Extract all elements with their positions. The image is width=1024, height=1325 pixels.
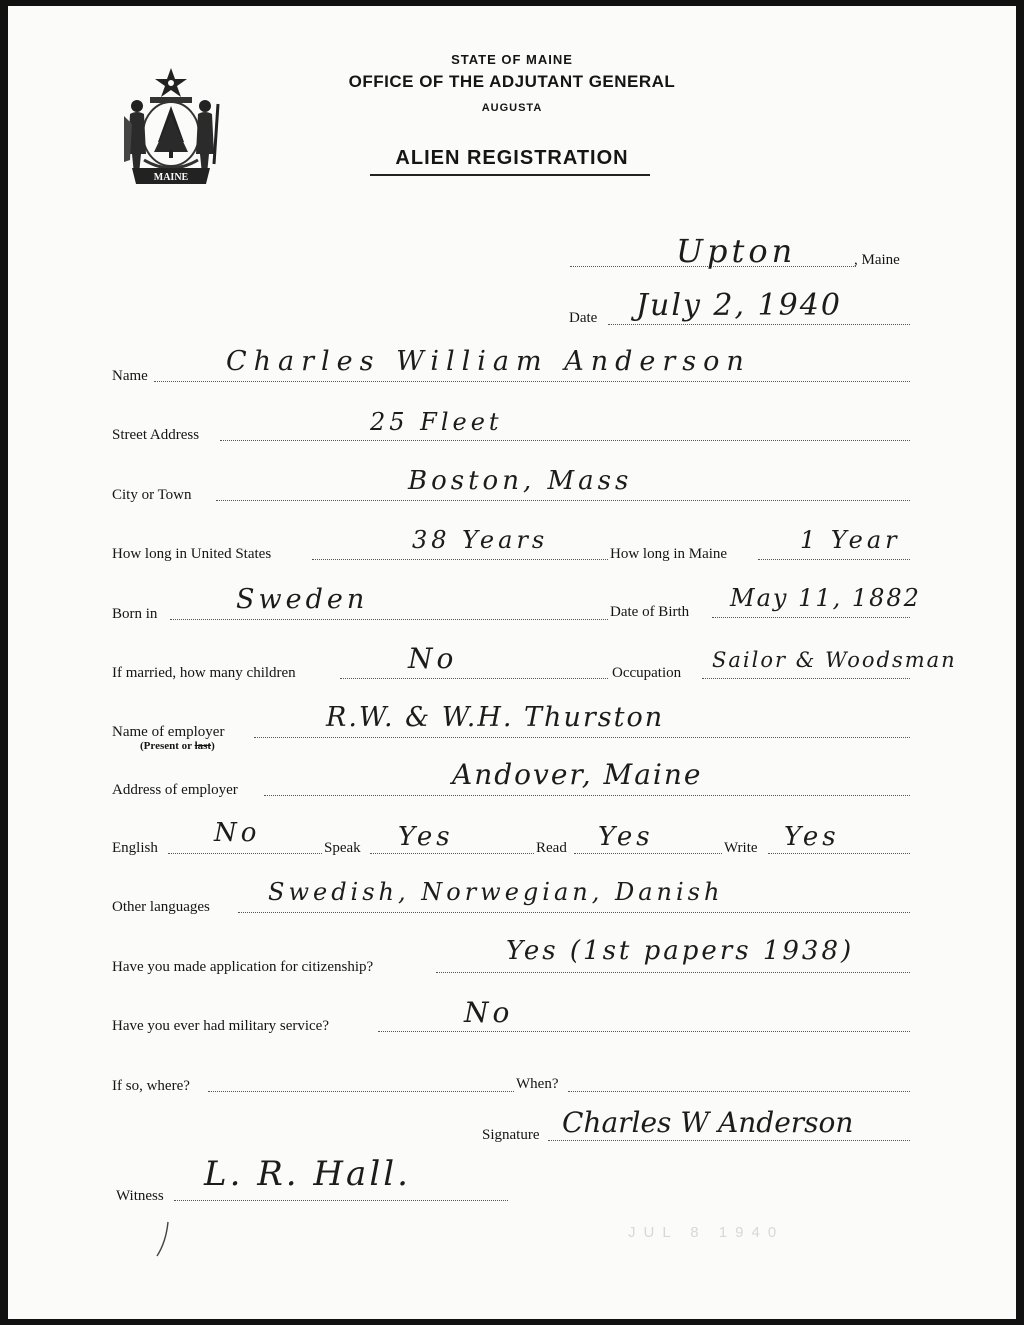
citizenship-label: Have you made application for citizenship? <box>112 959 374 975</box>
employer-note <box>140 740 215 752</box>
employer-address-line <box>264 795 910 796</box>
how-long-us-line <box>312 559 608 560</box>
born-in-entry: Sweden <box>236 584 369 615</box>
when-line <box>568 1091 910 1092</box>
town-entry: Upton <box>676 232 797 270</box>
street-address-line <box>220 440 910 441</box>
town-suffix-label: , Maine <box>854 252 900 268</box>
occupation-label: Occupation <box>612 665 682 681</box>
other-languages-entry: Swedish, Norwegian, Danish <box>268 878 724 906</box>
signature-entry: Charles W Anderson <box>562 1106 854 1139</box>
street-address-entry: 25 Fleet <box>370 408 503 436</box>
english-label: English <box>112 840 158 856</box>
children-label: If married, how many children <box>112 665 296 681</box>
employer-name-label: Name of employer <box>112 724 225 740</box>
how-long-us-label: How long in United States <box>112 546 272 562</box>
employer-note-close: ) <box>211 740 215 752</box>
employer-note-or: or <box>181 740 192 752</box>
citizenship-line <box>436 972 910 973</box>
form-title: ALIEN REGISTRATION <box>395 147 629 169</box>
date-line <box>608 324 910 325</box>
children-line <box>340 678 608 679</box>
date-of-birth-entry: May 11, 1882 <box>730 584 921 612</box>
occupation-entry: Sailor & Woodsman <box>712 648 957 672</box>
military-entry: No <box>464 996 514 1029</box>
write-line <box>768 853 910 854</box>
office-heading: OFFICE OF THE ADJUTANT GENERAL <box>348 72 676 91</box>
read-line <box>574 853 722 854</box>
write-entry: Yes <box>784 822 840 852</box>
witness-entry: L. R. Hall. <box>204 1154 411 1194</box>
street-address-label: Street Address <box>112 427 200 443</box>
received-stamp: JUL 8 1940 <box>628 1224 785 1241</box>
signature-line <box>548 1140 910 1141</box>
other-languages-line <box>238 912 910 913</box>
speak-entry: Yes <box>398 822 454 852</box>
employer-address-label: Address of employer <box>112 782 238 798</box>
city-line <box>216 500 910 501</box>
how-long-maine-entry: 1 Year <box>800 526 901 554</box>
english-entry: No <box>214 818 261 848</box>
citizenship-entry: Yes (1st papers 1938) <box>506 936 855 966</box>
born-in-line <box>170 619 608 620</box>
speak-label: Speak <box>324 840 361 856</box>
write-label: Write <box>724 840 758 856</box>
pen-mark <box>154 1220 174 1260</box>
if-so-where-line <box>208 1091 514 1092</box>
city-label: City or Town <box>112 487 192 503</box>
name-line <box>154 381 910 382</box>
other-languages-label: Other languages <box>112 899 210 915</box>
speak-line <box>370 853 534 854</box>
witness-label: Witness <box>116 1188 164 1204</box>
name-label: Name <box>112 368 148 384</box>
witness-line <box>174 1200 508 1201</box>
employer-note-last: last <box>194 740 212 752</box>
name-entry: Charles William Anderson <box>226 346 751 377</box>
date-entry: July 2, 1940 <box>636 288 842 323</box>
when-label: When? <box>516 1076 559 1092</box>
born-in-label: Born in <box>112 606 158 622</box>
city-heading: AUGUSTA <box>481 102 543 114</box>
how-long-maine-line <box>758 559 910 560</box>
employer-note-present: (Present <box>140 740 182 752</box>
military-label: Have you ever had military service? <box>112 1018 329 1034</box>
occupation-line <box>702 678 910 679</box>
signature-label: Signature <box>482 1127 540 1143</box>
english-line <box>168 853 322 854</box>
military-line <box>378 1031 910 1032</box>
read-entry: Yes <box>598 822 654 852</box>
employer-name-line <box>254 737 910 738</box>
if-so-where-label: If so, where? <box>112 1078 190 1094</box>
registration-form <box>8 6 1016 1319</box>
date-of-birth-line <box>712 617 910 618</box>
read-label: Read <box>536 840 567 856</box>
how-long-maine-label: How long in Maine <box>610 546 728 562</box>
state-heading: STATE OF MAINE <box>451 52 573 67</box>
date-of-birth-label: Date of Birth <box>610 604 690 620</box>
seal-banner-text: MAINE <box>153 172 189 183</box>
date-label: Date <box>569 310 598 326</box>
employer-address-entry: Andover, Maine <box>452 758 703 791</box>
employer-name-entry: R.W. & W.H. Thurston <box>326 702 665 733</box>
title-underline <box>370 174 650 176</box>
children-entry: No <box>408 642 458 675</box>
city-entry: Boston, Mass <box>408 466 633 496</box>
how-long-us-entry: 38 Years <box>412 526 549 554</box>
